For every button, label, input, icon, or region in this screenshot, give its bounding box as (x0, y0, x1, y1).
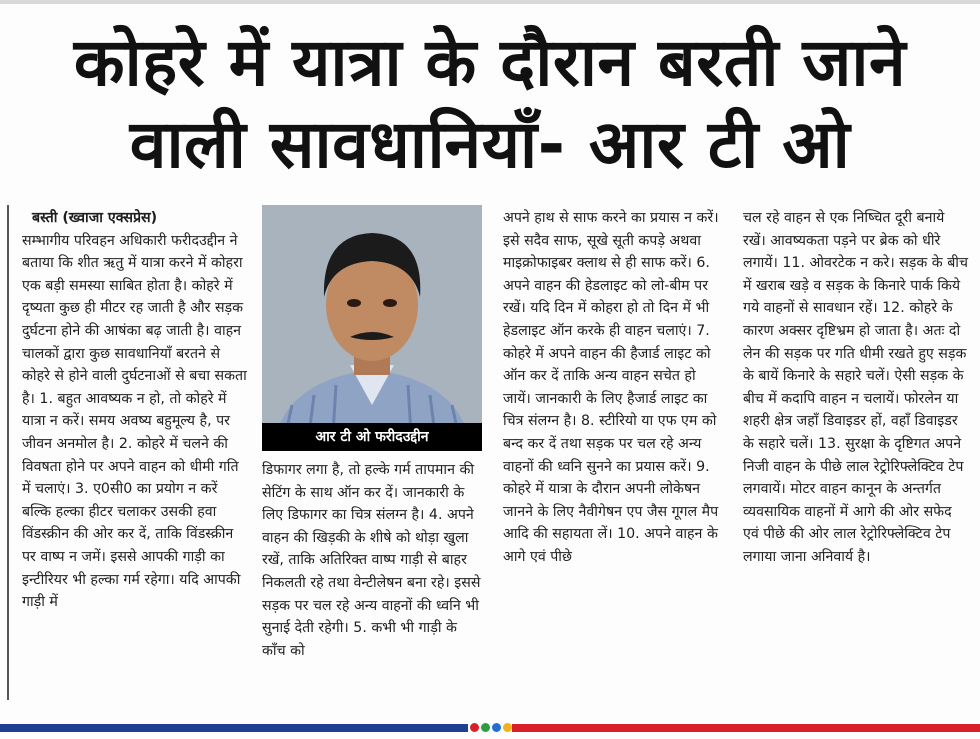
footer-dot-red (470, 723, 479, 732)
portrait-illustration (262, 205, 482, 451)
column-3-text: अपने हाथ से साफ करने का प्रयास न करें। इसे सदैव साफ, सूखे सूती कपड़े अथवा माइक्रोफाइबर क्लाथ से ही साफ करें। 6. अपने वाहन की हेडलाइट को लो-बीम पर रखें। यदि दिन में कोहरा हो तो दिन में भी हेडलाइट ऑन करके ही वाहन चलाएं। 7. कोहरे में अपने वाहन की हैजार्ड लाइट को ऑन कर दें ताकि अन्य वाहन सचेत हो जायें। जानकारी के लिए हैजार्ड लाइट का चित्र संलग्न है। 8. स्टीरियो या एफ एम को बन्द कर दें तथा सड़क पर चल रहे अन्य वाहनों की ध्वनि सुनने का प्रयास करें। 9. कोहरे में यात्रा के दौरान अपनी लोकेषन जानने के लिए नैवीगेषन एप जैस गूगल मैप आदि की सहायता लें। 10. अपने वाहन के आगे एवं पीछे (503, 210, 719, 565)
column-2-text: डिफागर लगा है, तो हल्के गर्म तापमान की सेटिंग के साथ ऑन कर दें। जानकारी के लिए डिफागर का चित्र संलग्न है। 4. अपने वाहन की खिड़की के शीषे को थोड़ा खुला रखें, ताकि अतिरिक्त वाष्प गाड़ी से बाहर निकलती रहे तथा वेन्टीलेषन बना रहे। इससे सड़क पर चल रहे अन्य वाहनों की ध्वनि भी सुनाई देती रहेगी। 5. कभी भी गाड़ी के काँच को (262, 462, 481, 659)
footer-dot-blue (492, 723, 501, 732)
footer-dot-yellow (503, 723, 512, 732)
rto-photo (262, 205, 482, 451)
top-border (0, 0, 980, 4)
headline (0, 22, 980, 186)
dateline: बस्ती (ख्वाजा एक्सप्रेस) (32, 210, 158, 226)
footer-bar-blue (0, 724, 468, 732)
footer-bar-red (512, 724, 980, 732)
headline-line-1: कोहरे में यात्रा के दौरान बरती जाने (73, 24, 907, 101)
article-column-4 (743, 207, 969, 699)
article-column-2 (262, 459, 484, 699)
column-4-text: चल रहे वाहन से एक निष्चित दूरी बनाये रखें। आवष्यकता पड़ने पर ब्रेक को धीरे लगायें। 11. ओवरटेक न करे। सड़क के बीच में खराब खड़े व सड़क के किनारे पार्क किये गये वाहनों से सावधान रहें। 12. कोहरे के कारण अक्सर दृष्टिभ्रम हो जाता है। अतः दो लेन की सड़क पर गति धीमी रखते हुए सड़क के बायें किनारे के सहारे चलें। ऐसी सड़क के बीच में कदापि वाहन न चलायें। फोरलेन या शहरी क्षेत्र जहाँ डिवाइडर हों, वहाँ डिवाइडर के सहारे चलें। 13. सुरक्षा के दृष्टिगत अपने निजी वाहन के पीछे लाल रेट्रोरिफ्लेक्टिव टेप लगवायें। मोटर वाहन कानून के अन्तर्गत व्यवसायिक वाहनों में आगे की ओर सफेद एवं पीछे की ओर लाल रेट्रोरिफ्लेक्टिव टेप लगाया जाना अनिवार्य है। (743, 210, 968, 565)
article-column-3 (503, 207, 725, 699)
left-column-rule (7, 205, 9, 700)
article-column-1 (22, 207, 250, 699)
column-1-text: सम्भागीय परिवहन अधिकारी फरीदउद्दीन ने बताया कि शीत ऋतु में यात्रा करने में कोहरा एक बड़ी समस्या साबित होता है। कोहरे में दृष्यता कुछ ही मीटर रह जाती है और सड़क दुर्घटना होने की आषंका बढ़ जाती है। वाहन चालकों द्वारा कुछ सावधानियाँ बरतने से कोहरे से होने वाली दुर्घटनाओं से बचा सकता है। 1. बहुत आवष्यक न हो, तो कोहरे में यात्रा न करें। समय अवष्य बहुमूल्य है, पर जीवन अनमोल है। 2. कोहरे में चलने की विवषता होने पर अपने वाहन को धीमी गति में चलाएं। 3. ए0सी0 का प्रयोग न करें बल्कि हल्का हीटर चलाकर उसकी हवा विंडस्क्रीन की ओर कर दें, ताकि विंडस्क्रीन पर वाष्प न जमें। इससे आपकी गाड़ी का इन्टीरियर भी हल्का गर्म रहेगा। यदि आपकी गाड़ी में (22, 232, 247, 611)
headline-line-2: वाली सावधानियाँ- आर टी ओ (129, 106, 851, 183)
footer-dot-green (481, 723, 490, 732)
photo-caption: आर टी ओ फरीदउद्दीन (262, 423, 482, 451)
